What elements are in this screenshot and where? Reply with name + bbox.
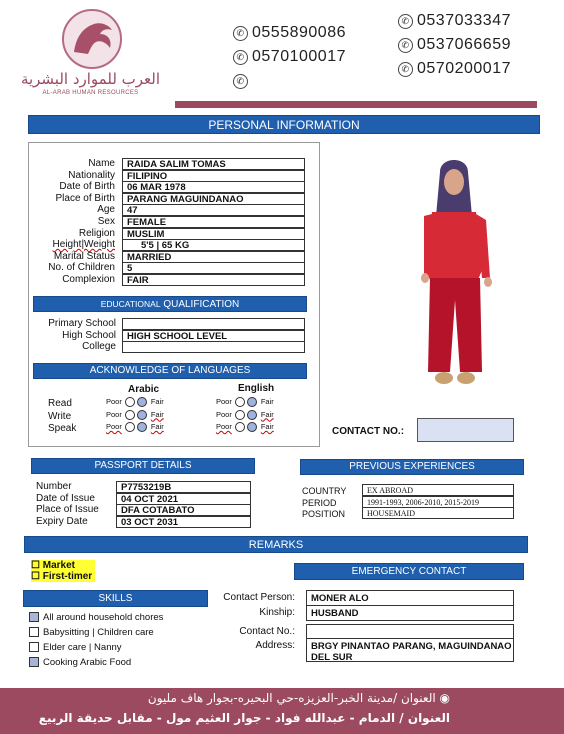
phone-icon: ✆ xyxy=(398,38,413,53)
emergency-title: EMERGENCY CONTACT xyxy=(294,563,524,580)
phone-left-1: ✆ 0555890086 xyxy=(233,24,346,48)
applicant-figure-icon xyxy=(410,150,500,408)
skill-checkbox[interactable] xyxy=(29,642,39,652)
passport-value: 03 OCT 2031 xyxy=(116,516,251,528)
field-value: 5'5 | 65 KG xyxy=(122,239,305,251)
emergency-label: Address: xyxy=(255,640,295,651)
fair-label: Fair xyxy=(150,409,164,419)
language-rating xyxy=(216,410,274,420)
passport-label: Place of Issue xyxy=(36,504,99,515)
field-value: FEMALE xyxy=(122,216,305,228)
poor-radio[interactable] xyxy=(125,422,135,432)
field-label: Age xyxy=(97,204,115,216)
passport-label: Date of Issue xyxy=(36,492,95,504)
passport-label: Expiry Date xyxy=(36,515,88,527)
language-rating xyxy=(106,422,164,432)
language-rating xyxy=(106,397,164,407)
field-value: MARRIED xyxy=(122,251,305,263)
field-label: Religion xyxy=(78,227,115,239)
skill-item xyxy=(29,657,131,668)
education-value xyxy=(122,318,305,330)
experience-label: POSITION xyxy=(302,509,346,519)
remark-item: ☐ First-timer xyxy=(31,571,95,582)
poor-radio[interactable] xyxy=(125,397,135,407)
language-skill-label: Write xyxy=(48,410,72,422)
poor-label: Poor xyxy=(216,422,232,431)
passport-value: DFA COTABATO xyxy=(116,504,251,516)
emergency-value: BRGY PINANTAO PARANG, MAGUINDANAO DEL SUR xyxy=(306,638,514,662)
phone-left-3 xyxy=(233,72,346,96)
field-value: FAIR xyxy=(122,274,305,286)
horse-logo-icon xyxy=(52,8,132,70)
field-label: Marital Status xyxy=(53,250,115,262)
fair-radio[interactable] xyxy=(247,410,257,420)
poor-radio[interactable] xyxy=(125,410,135,420)
footer-address-2: العنوان / الدمام - عبدالله فواد - جوار العثيم مول - مقابل حديقة الربيع xyxy=(38,711,450,725)
fair-radio[interactable] xyxy=(247,397,257,407)
experience-value: 1991-1993, 2006-2010, 2015-2019 xyxy=(362,496,514,508)
field-value: FILIPINO xyxy=(122,170,305,182)
skill-label: All around household chores xyxy=(43,612,164,623)
skills-title: SKILLS xyxy=(23,590,208,607)
field-value: 5 xyxy=(122,262,305,274)
field-value: MUSLIM xyxy=(122,228,305,240)
field-label: No. of Children xyxy=(48,262,115,274)
footer-address-1: العنوان /مدينة الخبر-العزيزه-حي البحيره-بجوار هاف مليون ◉ xyxy=(147,691,450,705)
language-rating xyxy=(216,422,274,432)
phone-icon: ✆ xyxy=(233,26,248,41)
experience-label: PERIOD xyxy=(302,497,337,508)
phone-right-2: ✆ 0537066659 xyxy=(398,36,511,60)
phone-icon: ✆ xyxy=(233,74,248,89)
skill-item xyxy=(29,612,163,623)
skill-label: Babysitting | Children care xyxy=(43,627,154,638)
language-rating xyxy=(216,397,274,407)
field-label: Name xyxy=(88,158,115,169)
skill-label: Cooking Arabic Food xyxy=(43,657,132,668)
language-skill-label: Speak xyxy=(48,423,77,434)
phone-icon: ✆ xyxy=(398,62,413,77)
remarks-title: REMARKS xyxy=(24,536,528,553)
phone-left-2: ✆ 0570100017 xyxy=(233,48,346,72)
phone-icon: ✆ xyxy=(233,50,248,65)
poor-label: Poor xyxy=(216,409,232,419)
experience-title: PREVIOUS EXPERIENCES xyxy=(300,459,524,475)
field-label: Complexion xyxy=(62,274,115,285)
emergency-label: Contact Person: xyxy=(223,592,295,603)
experience-value: HOUSEMAID xyxy=(362,507,514,519)
footer xyxy=(0,688,564,734)
education-label: Primary School xyxy=(48,318,116,329)
language-english-header: English xyxy=(238,383,275,394)
fair-radio[interactable] xyxy=(137,397,147,407)
language-arabic-header: Arabic xyxy=(128,384,160,395)
logo-arabic-text: العرب للموارد البشرية xyxy=(20,70,161,88)
poor-radio[interactable] xyxy=(235,397,245,407)
education-value: HIGH SCHOOL LEVEL xyxy=(122,330,305,342)
poor-label: Poor xyxy=(106,397,122,406)
skill-checkbox[interactable] xyxy=(29,612,39,622)
checkbox-icon: ☐ xyxy=(31,571,40,582)
fair-label: Fair xyxy=(260,422,274,431)
experience-label: COUNTRY xyxy=(302,486,347,496)
experience-value: EX ABROAD xyxy=(362,484,514,496)
emergency-value: HUSBAND xyxy=(306,605,514,621)
header-divider xyxy=(175,101,537,108)
skill-checkbox[interactable] xyxy=(29,657,39,667)
education-title: EDUCATIONAL QUALIFICATION xyxy=(33,296,307,312)
passport-value: P7753219B xyxy=(116,481,251,493)
language-rating xyxy=(106,410,164,420)
passport-value: 04 OCT 2021 xyxy=(116,493,251,505)
fair-label: Fair xyxy=(150,397,164,406)
fair-radio[interactable] xyxy=(137,410,147,420)
fair-label: Fair xyxy=(260,397,274,406)
emergency-label: Kinship: xyxy=(259,607,295,618)
language-skill-label: Read xyxy=(48,398,72,409)
location-pin-icon: ◉ xyxy=(435,691,450,705)
checkbox-icon: ☐ xyxy=(31,560,40,571)
poor-label: Poor xyxy=(106,422,122,431)
phones-left xyxy=(233,24,346,96)
skill-checkbox[interactable] xyxy=(29,627,39,637)
phone-right-3: ✆ 0570200017 xyxy=(398,60,511,84)
field-value: 47 xyxy=(122,204,305,216)
poor-label: Poor xyxy=(106,409,122,419)
fair-label: Fair xyxy=(260,409,274,419)
field-value: 06 MAR 1978 xyxy=(122,181,305,193)
contact-no-field[interactable] xyxy=(417,418,514,442)
fair-radio[interactable] xyxy=(247,422,257,432)
remark-item: ☐ Market xyxy=(31,560,95,571)
personal-info-title: PERSONAL INFORMATION xyxy=(28,115,540,134)
field-label: Nationality xyxy=(68,169,115,181)
phone-right-1: ✆ 0537033347 xyxy=(398,12,511,36)
field-value: PARANG MAGUINDANAO xyxy=(122,193,305,205)
field-label: Place of Birth xyxy=(55,192,115,204)
field-value: RAIDA SALIM TOMAS xyxy=(122,158,305,170)
skill-label: Elder care | Nanny xyxy=(43,642,122,653)
fair-label: Fair xyxy=(150,422,164,431)
remarks-list xyxy=(31,560,95,582)
education-label: College xyxy=(82,341,116,352)
education-label: High School xyxy=(62,329,116,341)
passport-title: PASSPORT DETAILS xyxy=(31,458,255,474)
education-value xyxy=(122,341,305,353)
field-label: Date of Birth xyxy=(59,181,115,193)
logo-english-text: AL-ARAB HUMAN RESOURCES xyxy=(42,90,139,96)
phones-right xyxy=(398,12,511,84)
passport-label: Number xyxy=(36,481,72,492)
applicant-photo xyxy=(410,150,500,408)
poor-radio[interactable] xyxy=(235,410,245,420)
poor-label: Poor xyxy=(216,397,232,406)
skill-item xyxy=(29,627,154,638)
field-label: Height|Weight xyxy=(52,239,115,251)
contact-no-label: CONTACT NO.: xyxy=(332,426,405,437)
emergency-label: Contact No.: xyxy=(239,626,295,637)
poor-radio[interactable] xyxy=(235,422,245,432)
skill-item xyxy=(29,642,122,653)
logo xyxy=(8,8,173,103)
languages-title: ACKNOWLEDGE OF LANGUAGES xyxy=(33,363,307,379)
phone-icon: ✆ xyxy=(398,14,413,29)
emergency-value: MONER ALO xyxy=(306,590,514,606)
fair-radio[interactable] xyxy=(137,422,147,432)
field-label: Sex xyxy=(97,216,115,227)
